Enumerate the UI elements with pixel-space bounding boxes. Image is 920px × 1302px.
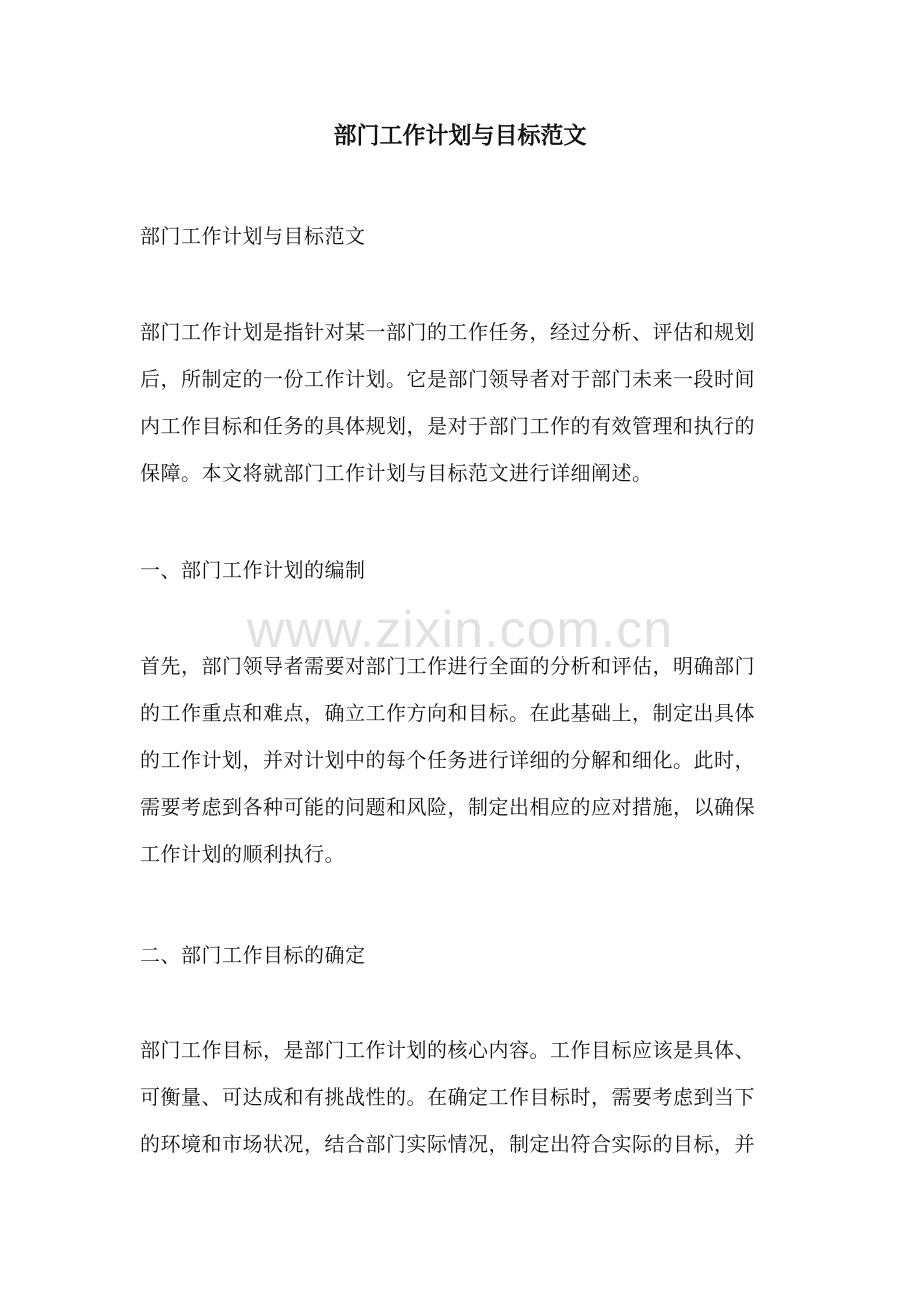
paragraph-line: 保障。本文将就部门工作计划与目标范文进行详细阐述。 xyxy=(140,461,653,485)
paragraph-line: 可衡量、可达成和有挑战性的。在确定工作目标时，需要考虑到当下 xyxy=(140,1085,755,1109)
paragraph-line: 的工作重点和难点，确立工作方向和目标。在此基础上，制定出具体 xyxy=(140,701,755,725)
paragraph-line: 工作计划的顺利执行。 xyxy=(140,842,345,866)
paragraph-intro xyxy=(140,309,800,497)
document-title: 部门工作计划与目标范文 xyxy=(333,122,587,149)
paragraph-planning xyxy=(140,643,800,878)
paragraph-goals xyxy=(140,1027,800,1168)
paragraph-line: 后，所制定的一份工作计划。它是部门领导者对于部门未来一段时间 xyxy=(140,367,755,391)
paragraph-line: 内工作目标和任务的具体规划，是对于部门工作的有效管理和执行的 xyxy=(140,414,755,438)
document-subtitle: 部门工作计划与目标范文 xyxy=(140,224,366,248)
section-heading-1: 一、部门工作计划的编制 xyxy=(140,558,366,582)
section-heading-2: 二、部门工作目标的确定 xyxy=(140,943,366,967)
paragraph-line: 需要考虑到各种可能的问题和风险，制定出相应的应对措施，以确保 xyxy=(140,795,755,819)
paragraph-line: 部门工作计划是指针对某一部门的工作任务，经过分析、评估和规划 xyxy=(140,320,755,344)
paragraph-line: 的工作计划，并对计划中的每个任务进行详细的分解和细化。此时， xyxy=(140,748,755,772)
paragraph-line: 首先，部门领导者需要对部门工作进行全面的分析和评估，明确部门 xyxy=(140,654,755,678)
watermark: www.zixin.com.cn xyxy=(246,601,674,659)
paragraph-line: 部门工作目标，是部门工作计划的核心内容。工作目标应该是具体、 xyxy=(140,1038,755,1062)
paragraph-line: 的环境和市场状况，结合部门实际情况，制定出符合实际的目标，并 xyxy=(140,1132,755,1156)
